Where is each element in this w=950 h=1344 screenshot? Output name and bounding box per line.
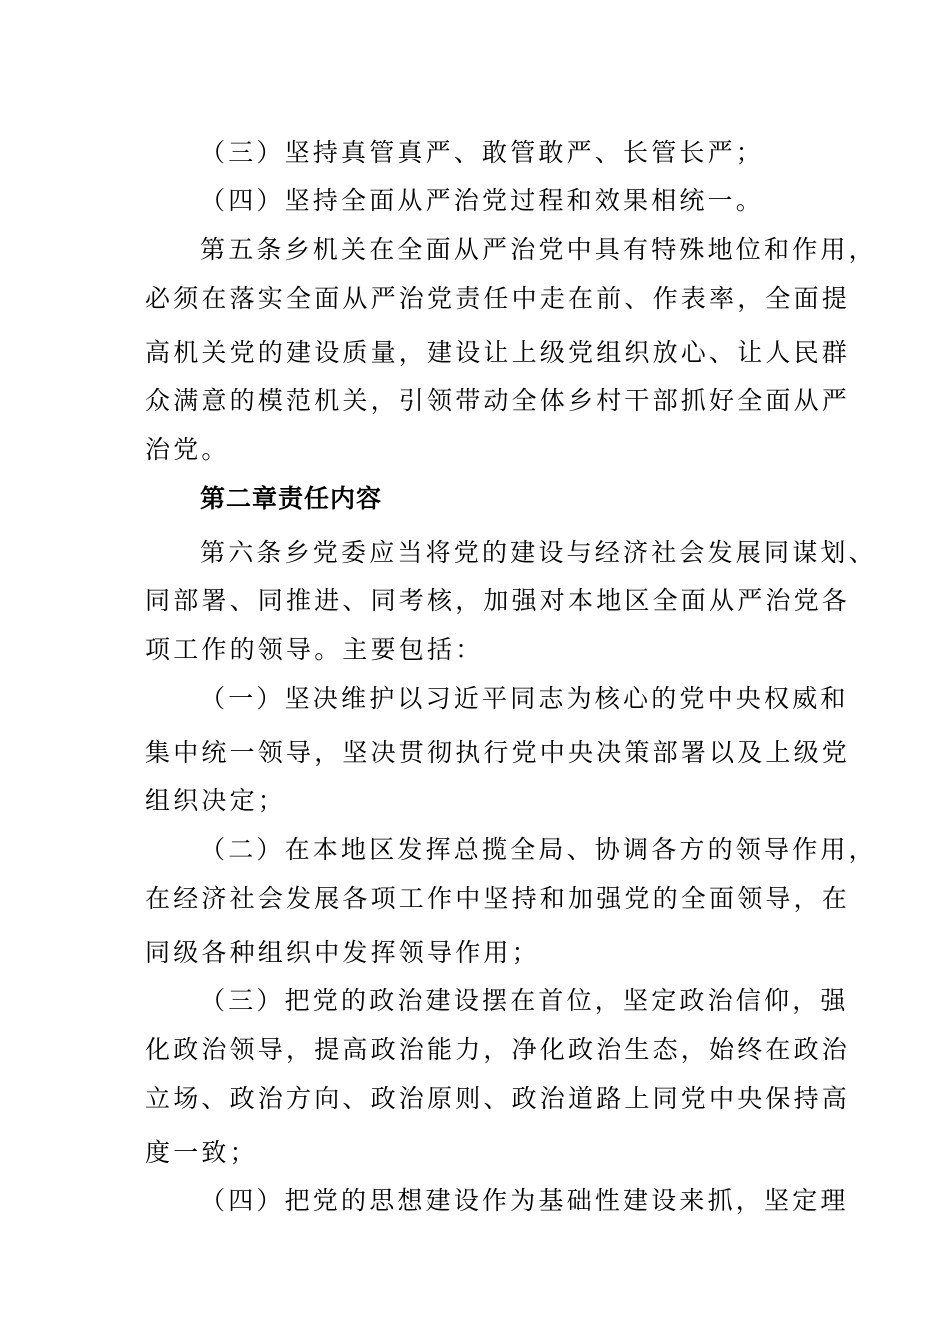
paragraph-line: 必须在落实全面从严治党责任中走在前、作表率，全面提 bbox=[145, 284, 851, 313]
paragraph-line: 度一致； bbox=[145, 1138, 258, 1167]
paragraph-line: （三）坚持真管真严、敢管敢严、长管长严； bbox=[200, 138, 765, 167]
list-item-line: （三）把党的政治建设摆在首位，坚定政治信仰，强 bbox=[200, 986, 849, 1015]
paragraph-line: 化政治领导，提高政治能力，净化政治生态，始终在政治 bbox=[145, 1035, 851, 1064]
article-6-line: 第六条乡党委应当将党的建设与经济社会发展同谋划、 bbox=[200, 538, 877, 567]
paragraph-line: 项工作的领导。主要包括： bbox=[145, 635, 484, 664]
chapter-heading: 第二章责任内容 bbox=[200, 484, 383, 513]
paragraph-line: 在经济社会发展各项工作中坚持和加强党的全面领导，在 bbox=[145, 884, 851, 913]
paragraph-line: 集中统一领导，坚决贯彻执行党中央决策部署以及上级党 bbox=[145, 738, 851, 767]
paragraph-line: 组织决定； bbox=[145, 786, 287, 815]
article-5-line: 第五条乡机关在全面从严治党中具有特殊地位和作用， bbox=[200, 235, 877, 264]
list-item-line: （二）在本地区发挥总揽全局、协调各方的领导作用， bbox=[200, 835, 877, 864]
paragraph-line: 高机关党的建设质量，建设让上级党组织放心、让人民群 bbox=[145, 338, 851, 367]
paragraph-line: （四）坚持全面从严治党过程和效果相统一。 bbox=[200, 186, 765, 215]
paragraph-line: 同级各种组织中发挥领导作用； bbox=[145, 938, 540, 967]
list-item-line: （四）把党的思想建设作为基础性建设来抓，坚定理 bbox=[200, 1186, 849, 1215]
paragraph-line: 治党。 bbox=[145, 435, 230, 464]
paragraph-line: 立场、政治方向、政治原则、政治道路上同党中央保持高 bbox=[145, 1084, 851, 1113]
paragraph-line: 众满意的模范机关，引领带动全体乡村干部抓好全面从严 bbox=[145, 386, 851, 415]
list-item-line: （一）坚决维护以习近平同志为核心的党中央权威和 bbox=[200, 684, 849, 713]
paragraph-line: 同部署、同推进、同考核，加强对本地区全面从严治党各 bbox=[145, 586, 851, 615]
